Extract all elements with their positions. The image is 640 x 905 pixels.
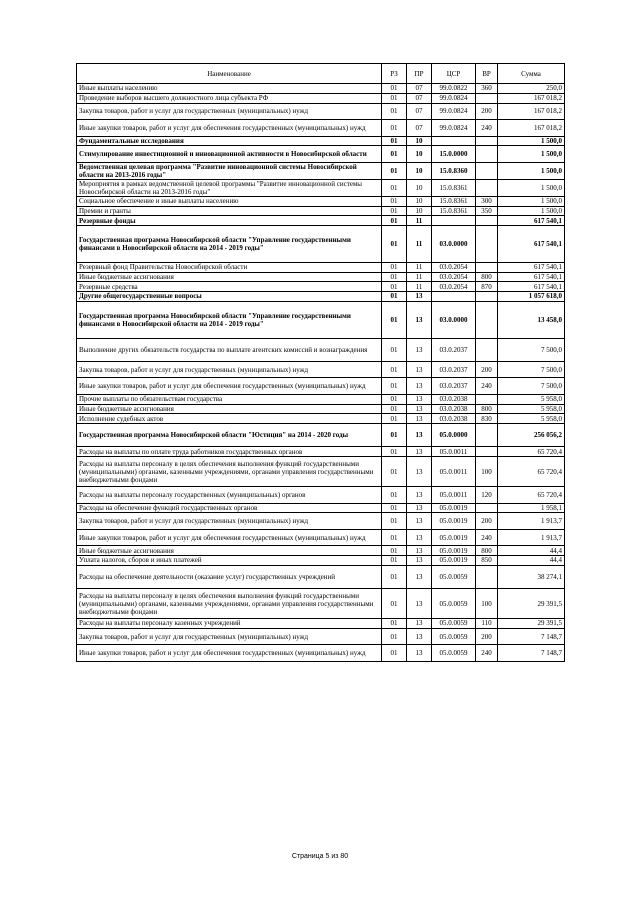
row-rz: 01: [382, 414, 407, 424]
row-sum: 1 500,0: [498, 206, 565, 216]
row-rz: 01: [382, 93, 407, 103]
row-sum: 617 540,1: [498, 262, 565, 272]
row-pr: 13: [407, 394, 432, 404]
row-vr: [476, 93, 498, 103]
row-vr: [476, 338, 498, 361]
table-row: [77, 146, 565, 163]
row-pr: 13: [407, 503, 432, 513]
row-vr: 240: [476, 120, 498, 137]
row-vr: 120: [476, 487, 498, 504]
row-csr: [432, 216, 476, 226]
row-sum: 1 500,0: [498, 162, 565, 179]
table-row: [77, 120, 565, 137]
header-vr: ВР: [476, 64, 498, 84]
row-rz: 01: [382, 361, 407, 378]
row-name: Социальное обеспечение и иные выплаты населению: [77, 196, 382, 206]
header-sum: Сумма: [498, 64, 565, 84]
row-rz: 01: [382, 292, 407, 302]
row-csr: 03.0.2037: [432, 338, 476, 361]
row-name: Иные бюджетные ассигнования: [77, 404, 382, 414]
row-rz: 01: [382, 272, 407, 282]
row-rz: 01: [382, 589, 407, 619]
row-rz: 01: [382, 120, 407, 137]
row-vr: 830: [476, 414, 498, 424]
row-vr: 360: [476, 84, 498, 94]
row-name: Расходы на выплаты персоналу казенных учреждений: [77, 619, 382, 629]
table-row: [77, 619, 565, 629]
row-pr: 11: [407, 282, 432, 292]
row-sum: 13 458,0: [498, 301, 565, 338]
row-pr: 10: [407, 206, 432, 216]
row-csr: 03.0.2038: [432, 404, 476, 414]
row-rz: 01: [382, 84, 407, 94]
row-csr: 05.0.0011: [432, 457, 476, 487]
row-name: Резервные фонды: [77, 216, 382, 226]
row-sum: 617 540,1: [498, 272, 565, 282]
row-csr: 15.0.8361: [432, 179, 476, 196]
row-pr: 10: [407, 179, 432, 196]
row-name: Выполнение других обязательств государства по выплате агентских комиссий и вознаграждения: [77, 338, 382, 361]
row-sum: 65 720,4: [498, 457, 565, 487]
row-name: Фундаментальные исследования: [77, 136, 382, 146]
row-sum: 29 391,5: [498, 619, 565, 629]
table-row: [77, 226, 565, 263]
row-rz: 01: [382, 262, 407, 272]
row-sum: 250,0: [498, 84, 565, 94]
row-csr: 99.0.0824: [432, 120, 476, 137]
row-sum: 44,4: [498, 556, 565, 566]
row-name: Расходы на обеспечение деятельности (оказание услуг) государственных учреждений: [77, 565, 382, 588]
row-vr: 200: [476, 361, 498, 378]
row-vr: 850: [476, 556, 498, 566]
header-csr: ЦСР: [432, 64, 476, 84]
row-vr: 350: [476, 206, 498, 216]
table-row: [77, 424, 565, 447]
table-row: [77, 272, 565, 282]
row-vr: [476, 216, 498, 226]
row-rz: 01: [382, 162, 407, 179]
row-csr: 03.0.2037: [432, 378, 476, 395]
row-name: Иные закупки товаров, работ и услуг для обеспечения государственных (муниципальных) нужд: [77, 529, 382, 546]
table-row: [77, 457, 565, 487]
row-pr: 11: [407, 216, 432, 226]
row-name: Уплата налогов, сборов и иных платежей: [77, 556, 382, 566]
row-name: Иные бюджетные ассигнования: [77, 546, 382, 556]
row-rz: 01: [382, 146, 407, 163]
row-rz: 01: [382, 338, 407, 361]
row-rz: 01: [382, 513, 407, 530]
row-name: Иные закупки товаров, работ и услуг для обеспечения государственных (муниципальных) нужд: [77, 378, 382, 395]
row-csr: 05.0.0019: [432, 529, 476, 546]
row-sum: 29 391,5: [498, 589, 565, 619]
row-name: Закупка товаров, работ и услуг для государственных (муниципальных) нужд: [77, 361, 382, 378]
row-sum: 44,4: [498, 546, 565, 556]
table-row: [77, 262, 565, 272]
table-row: [77, 556, 565, 566]
table-row: [77, 292, 565, 302]
row-rz: 01: [382, 216, 407, 226]
header-pr: ПР: [407, 64, 432, 84]
row-name: Закупка товаров, работ и услуг для государственных (муниципальных) нужд: [77, 513, 382, 530]
row-sum: 617 540,1: [498, 216, 565, 226]
row-csr: 99.0.0822: [432, 84, 476, 94]
row-name: Резервный фонд Правительства Новосибирской области: [77, 262, 382, 272]
row-name: Закупка товаров, работ и услуг для государственных (муниципальных) нужд: [77, 628, 382, 645]
row-name: Иные выплаты населению: [77, 84, 382, 94]
row-name: Другие общегосударственные вопросы: [77, 292, 382, 302]
row-csr: 15.0.0000: [432, 146, 476, 163]
row-sum: 5 958,0: [498, 404, 565, 414]
row-sum: 38 274,1: [498, 565, 565, 588]
row-rz: 01: [382, 556, 407, 566]
table-row: [77, 216, 565, 226]
row-csr: 05.0.0059: [432, 628, 476, 645]
row-csr: 15.0.8361: [432, 196, 476, 206]
row-name: Государственная программа Новосибирской области "Управление государственными финансами в Новосибирской области на 2014 - 2019 годы": [77, 226, 382, 263]
row-vr: [476, 447, 498, 457]
row-vr: [476, 292, 498, 302]
row-vr: 200: [476, 628, 498, 645]
table-row: [77, 301, 565, 338]
row-sum: 1 958,1: [498, 503, 565, 513]
table-row: [77, 546, 565, 556]
row-rz: 01: [382, 447, 407, 457]
table-row: [77, 487, 565, 504]
row-rz: 01: [382, 394, 407, 404]
table-row: [77, 404, 565, 414]
row-rz: 01: [382, 206, 407, 216]
row-rz: 01: [382, 378, 407, 395]
row-sum: 7 500,0: [498, 361, 565, 378]
table-row: [77, 628, 565, 645]
table-row: [77, 414, 565, 424]
row-name: Расходы на выплаты персоналу в целях обеспечения выполнения функций государственными (муниципальными) органами, казенными учреждениями, органами управления государственными внебюджетными фондами: [77, 457, 382, 487]
row-rz: 01: [382, 628, 407, 645]
row-name: Проведение выборов высшего должностного лица субъекта РФ: [77, 93, 382, 103]
row-csr: 03.0.0000: [432, 301, 476, 338]
row-pr: 13: [407, 301, 432, 338]
row-sum: 5 958,0: [498, 414, 565, 424]
page-footer: Страница 5 из 80: [291, 853, 349, 860]
row-csr: 99.0.0824: [432, 103, 476, 120]
table-row: [77, 645, 565, 662]
row-vr: 240: [476, 378, 498, 395]
row-name: Иные закупки товаров, работ и услуг для обеспечения государственных (муниципальных) нужд: [77, 645, 382, 662]
row-csr: 05.0.0059: [432, 589, 476, 619]
row-csr: 03.0.0000: [432, 226, 476, 263]
budget-table: [76, 63, 565, 662]
row-pr: 13: [407, 529, 432, 546]
row-pr: 13: [407, 645, 432, 662]
row-sum: 617 540,1: [498, 282, 565, 292]
row-pr: 07: [407, 93, 432, 103]
row-pr: 13: [407, 292, 432, 302]
row-pr: 13: [407, 338, 432, 361]
row-sum: 256 056,2: [498, 424, 565, 447]
row-pr: 13: [407, 619, 432, 629]
row-csr: 03.0.2037: [432, 361, 476, 378]
row-pr: 13: [407, 546, 432, 556]
table-row: [77, 93, 565, 103]
row-pr: 13: [407, 361, 432, 378]
row-pr: 11: [407, 226, 432, 263]
row-csr: 05.0.0019: [432, 556, 476, 566]
row-csr: 05.0.0011: [432, 487, 476, 504]
row-pr: 13: [407, 513, 432, 530]
row-csr: 03.0.2038: [432, 414, 476, 424]
row-rz: 01: [382, 487, 407, 504]
row-csr: 03.0.2054: [432, 272, 476, 282]
row-rz: 01: [382, 196, 407, 206]
row-pr: 10: [407, 136, 432, 146]
row-csr: 05.0.0011: [432, 447, 476, 457]
row-vr: [476, 301, 498, 338]
row-rz: 01: [382, 282, 407, 292]
row-vr: 200: [476, 513, 498, 530]
row-vr: 200: [476, 103, 498, 120]
row-sum: 167 018,2: [498, 103, 565, 120]
row-sum: 65 720,4: [498, 447, 565, 457]
row-name: Резервные средства: [77, 282, 382, 292]
row-name: Иные закупки товаров, работ и услуг для обеспечения государственных (муниципальных) нужд: [77, 120, 382, 137]
table-row: [77, 338, 565, 361]
row-name: Государственная программа Новосибирской области "Юстиция" на 2014 - 2020 годы: [77, 424, 382, 447]
row-vr: 800: [476, 404, 498, 414]
table-row: [77, 84, 565, 94]
row-pr: 07: [407, 103, 432, 120]
table-row: [77, 447, 565, 457]
row-csr: 03.0.2054: [432, 262, 476, 272]
row-csr: 05.0.0059: [432, 619, 476, 629]
row-pr: 13: [407, 556, 432, 566]
row-sum: 1 500,0: [498, 196, 565, 206]
row-pr: 07: [407, 120, 432, 137]
row-pr: 11: [407, 262, 432, 272]
row-rz: 01: [382, 226, 407, 263]
row-vr: 100: [476, 457, 498, 487]
row-rz: 01: [382, 565, 407, 588]
header-name: Наименование: [77, 64, 382, 84]
row-pr: 13: [407, 424, 432, 447]
row-csr: 99.0.0824: [432, 93, 476, 103]
row-vr: [476, 503, 498, 513]
row-vr: [476, 136, 498, 146]
row-pr: 13: [407, 628, 432, 645]
row-vr: [476, 226, 498, 263]
table-row: [77, 361, 565, 378]
row-pr: 13: [407, 487, 432, 504]
row-name: Прочие выплаты по обязательствам государства: [77, 394, 382, 404]
row-name: Иные бюджетные ассигнования: [77, 272, 382, 282]
row-vr: 300: [476, 196, 498, 206]
row-name: Исполнение судебных актов: [77, 414, 382, 424]
row-pr: 13: [407, 565, 432, 588]
row-vr: [476, 262, 498, 272]
table-row: [77, 378, 565, 395]
row-vr: [476, 146, 498, 163]
row-pr: 13: [407, 457, 432, 487]
row-sum: 5 958,0: [498, 394, 565, 404]
row-name: Стимулирование инвестиционной и инновационной активности в Новосибирской области: [77, 146, 382, 163]
table-row: [77, 513, 565, 530]
row-sum: 7 148,7: [498, 645, 565, 662]
table-row: [77, 196, 565, 206]
table-row: [77, 394, 565, 404]
row-rz: 01: [382, 103, 407, 120]
row-csr: 05.0.0000: [432, 424, 476, 447]
row-rz: 01: [382, 645, 407, 662]
row-vr: [476, 162, 498, 179]
row-vr: [476, 179, 498, 196]
row-csr: 05.0.0019: [432, 513, 476, 530]
row-name: Закупка товаров, работ и услуг для государственных (муниципальных) нужд: [77, 103, 382, 120]
row-pr: 07: [407, 84, 432, 94]
header-rz: РЗ: [382, 64, 407, 84]
table-row: [77, 103, 565, 120]
row-name: Расходы на выплаты персоналу государственных (муниципальных) органов: [77, 487, 382, 504]
row-rz: 01: [382, 424, 407, 447]
table-row: [77, 589, 565, 619]
row-sum: 1 500,0: [498, 136, 565, 146]
row-vr: [476, 424, 498, 447]
table-row: [77, 206, 565, 216]
row-rz: 01: [382, 503, 407, 513]
header-row: [77, 64, 565, 84]
row-name: Государственная программа Новосибирской области "Управление государственными финансами в Новосибирской области на 2014 - 2019 годы": [77, 301, 382, 338]
row-name: Мероприятия в рамках ведомственной целевой программы "Развитие инновационной системы Новосибирской области на 2013-2016 годы": [77, 179, 382, 196]
row-csr: 05.0.0059: [432, 565, 476, 588]
row-pr: 13: [407, 589, 432, 619]
row-csr: 03.0.2038: [432, 394, 476, 404]
row-name: Расходы на обеспечение функций государственных органов: [77, 503, 382, 513]
row-name: Премии и гранты: [77, 206, 382, 216]
row-sum: 1 913,7: [498, 513, 565, 530]
row-pr: 13: [407, 378, 432, 395]
row-sum: 65 720,4: [498, 487, 565, 504]
row-rz: 01: [382, 404, 407, 414]
row-name: Расходы на выплаты по оплате труда работников государственных органов: [77, 447, 382, 457]
row-vr: 870: [476, 282, 498, 292]
row-vr: 800: [476, 546, 498, 556]
row-sum: 7 148,7: [498, 628, 565, 645]
row-csr: 15.0.8360: [432, 162, 476, 179]
row-rz: 01: [382, 301, 407, 338]
row-pr: 13: [407, 447, 432, 457]
row-sum: 1 913,7: [498, 529, 565, 546]
row-rz: 01: [382, 546, 407, 556]
row-pr: 11: [407, 272, 432, 282]
row-csr: [432, 136, 476, 146]
row-sum: 7 500,0: [498, 338, 565, 361]
row-pr: 10: [407, 146, 432, 163]
row-rz: 01: [382, 619, 407, 629]
row-sum: 1 500,0: [498, 179, 565, 196]
row-sum: 167 018,2: [498, 120, 565, 137]
row-pr: 13: [407, 414, 432, 424]
row-csr: 05.0.0059: [432, 645, 476, 662]
row-pr: 10: [407, 196, 432, 206]
row-vr: 240: [476, 529, 498, 546]
row-vr: [476, 394, 498, 404]
row-csr: 05.0.0019: [432, 503, 476, 513]
table-row: [77, 136, 565, 146]
row-vr: 110: [476, 619, 498, 629]
table-row: [77, 162, 565, 179]
table-row: [77, 529, 565, 546]
row-csr: 05.0.0019: [432, 546, 476, 556]
row-csr: 03.0.2054: [432, 282, 476, 292]
row-rz: 01: [382, 179, 407, 196]
row-rz: 01: [382, 457, 407, 487]
row-name: Расходы на выплаты персоналу в целях обеспечения выполнения функций государственными (муниципальными) органами, казенными учреждениями, органами управления государственными внебюджетными фондами: [77, 589, 382, 619]
table-row: [77, 503, 565, 513]
row-rz: 01: [382, 529, 407, 546]
table-row: [77, 282, 565, 292]
row-name: Ведомственная целевая программа "Развитие инновационной системы Новосибирской области на 2013-2016 годы": [77, 162, 382, 179]
row-sum: 1 057 618,0: [498, 292, 565, 302]
row-vr: 100: [476, 589, 498, 619]
row-rz: 01: [382, 136, 407, 146]
row-csr: 15.0.8361: [432, 206, 476, 216]
row-sum: 1 500,0: [498, 146, 565, 163]
row-sum: 617 540,1: [498, 226, 565, 263]
table-body: [77, 84, 565, 662]
table-row: [77, 565, 565, 588]
table-row: [77, 179, 565, 196]
row-vr: [476, 565, 498, 588]
row-sum: 167 018,2: [498, 93, 565, 103]
row-sum: 7 500,0: [498, 378, 565, 395]
row-vr: 800: [476, 272, 498, 282]
row-vr: 240: [476, 645, 498, 662]
row-pr: 13: [407, 404, 432, 414]
row-csr: [432, 292, 476, 302]
row-pr: 10: [407, 162, 432, 179]
